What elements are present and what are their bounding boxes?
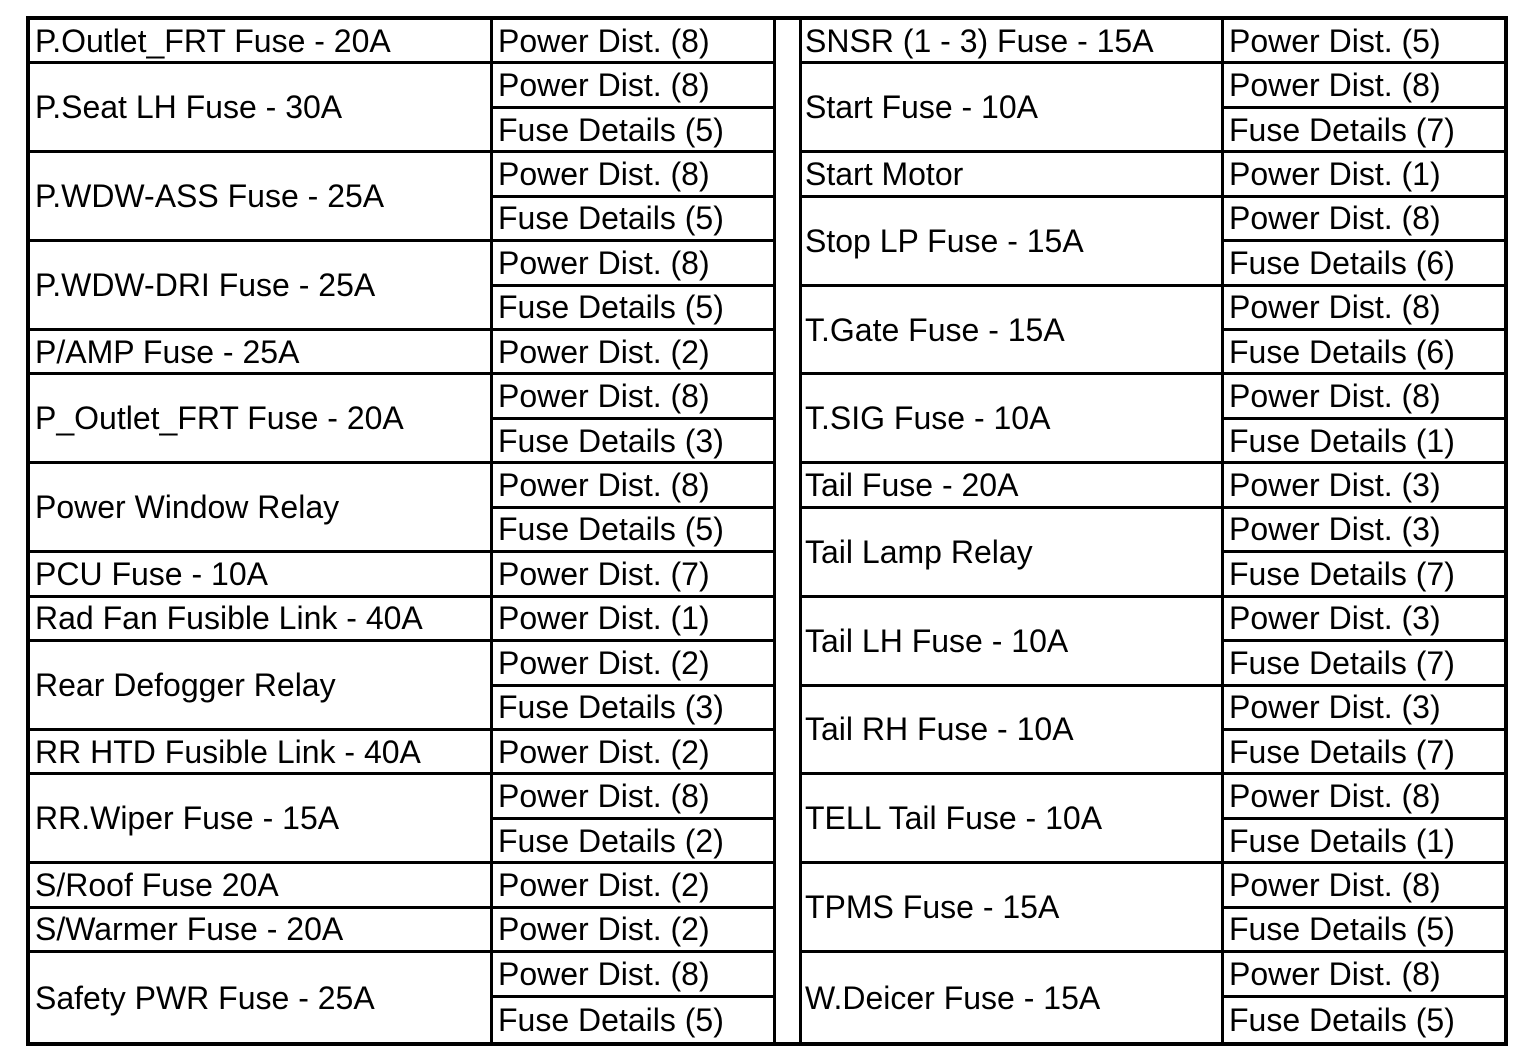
- component-name: Stop LP Fuse - 15A: [800, 198, 1224, 287]
- reference-link[interactable]: Power Dist. (8): [1224, 64, 1504, 108]
- reference-link[interactable]: Fuse Details (3): [493, 687, 773, 731]
- reference-link[interactable]: Power Dist. (1): [1224, 153, 1504, 197]
- component-index-table: [26, 16, 1508, 1046]
- component-name: P.Seat LH Fuse - 30A: [30, 64, 493, 153]
- reference-link[interactable]: Power Dist. (2): [493, 331, 773, 375]
- column-divider: [773, 20, 802, 1042]
- component-name: P_Outlet_FRT Fuse - 20A: [30, 375, 493, 464]
- component-name: T.SIG Fuse - 10A: [800, 375, 1224, 464]
- reference-link[interactable]: Fuse Details (5): [493, 509, 773, 553]
- reference-link[interactable]: Fuse Details (1): [1224, 820, 1504, 864]
- component-name: P.WDW-ASS Fuse - 25A: [30, 153, 493, 242]
- reference-link[interactable]: Power Dist. (2): [493, 864, 773, 908]
- reference-link[interactable]: Power Dist. (8): [1224, 775, 1504, 819]
- reference-link[interactable]: Power Dist. (3): [1224, 509, 1504, 553]
- component-name: RR HTD Fusible Link - 40A: [30, 731, 493, 775]
- reference-link[interactable]: Fuse Details (5): [493, 198, 773, 242]
- component-name: S/Warmer Fuse - 20A: [30, 909, 493, 953]
- reference-link[interactable]: Power Dist. (8): [493, 464, 773, 508]
- component-name: Rear Defogger Relay: [30, 642, 493, 731]
- reference-link[interactable]: Fuse Details (1): [1224, 420, 1504, 464]
- reference-link[interactable]: Fuse Details (5): [498, 1001, 724, 1038]
- reference-link[interactable]: Power Dist. (8): [493, 242, 773, 286]
- component-name: RR.Wiper Fuse - 15A: [30, 775, 493, 864]
- component-name: S/Roof Fuse 20A: [30, 864, 493, 908]
- component-name: W.Deicer Fuse - 15A: [800, 953, 1224, 1042]
- component-name: Safety PWR Fuse - 25A: [30, 953, 493, 1042]
- component-name: PCU Fuse - 10A: [30, 553, 493, 597]
- reference-link[interactable]: Fuse Details (7): [1224, 642, 1504, 686]
- reference-link[interactable]: Fuse Details (5): [1224, 909, 1504, 953]
- reference-link[interactable]: Power Dist. (5): [1224, 20, 1504, 64]
- reference-link[interactable]: Power Dist. (8): [1224, 375, 1504, 419]
- component-name: T.Gate Fuse - 15A: [800, 287, 1224, 376]
- reference-link[interactable]: Power Dist. (2): [493, 909, 773, 953]
- reference-link[interactable]: Power Dist. (8): [493, 153, 773, 197]
- reference-link[interactable]: Power Dist. (2): [493, 731, 773, 775]
- component-name: P.Outlet_FRT Fuse - 20A: [30, 20, 493, 64]
- component-name: TPMS Fuse - 15A: [800, 864, 1224, 953]
- component-name: Power Window Relay: [30, 464, 493, 553]
- reference-link[interactable]: Power Dist. (7): [493, 553, 773, 597]
- reference-link[interactable]: Power Dist. (8): [1224, 287, 1504, 331]
- reference-link[interactable]: Power Dist. (8): [1224, 864, 1504, 908]
- component-name: Tail LH Fuse - 10A: [800, 598, 1224, 687]
- reference-link[interactable]: Fuse Details (5): [493, 109, 773, 153]
- reference-link[interactable]: Fuse Details (5): [1229, 1001, 1455, 1038]
- reference-link[interactable]: Fuse Details (7): [1224, 553, 1504, 597]
- reference-link[interactable]: Power Dist. (2): [493, 642, 773, 686]
- component-name: SNSR (1 - 3) Fuse - 15A: [800, 20, 1224, 64]
- reference-link[interactable]: Power Dist. (3): [1224, 464, 1504, 508]
- reference-link[interactable]: Fuse Details (7): [1224, 109, 1504, 153]
- component-name: P/AMP Fuse - 25A: [30, 331, 493, 375]
- reference-link[interactable]: Fuse Details (5): [493, 287, 773, 331]
- reference-link[interactable]: Fuse Details (3): [493, 420, 773, 464]
- reference-link[interactable]: Power Dist. (3): [1224, 687, 1504, 731]
- component-name: Rad Fan Fusible Link - 40A: [30, 598, 493, 642]
- reference-link[interactable]: Fuse Details (6): [1224, 331, 1504, 375]
- component-name: Start Motor: [800, 153, 1224, 197]
- reference-link[interactable]: Power Dist. (1): [493, 598, 773, 642]
- component-name: Tail Fuse - 20A: [800, 464, 1224, 508]
- reference-link[interactable]: Power Dist. (8): [493, 775, 773, 819]
- component-name: Start Fuse - 10A: [800, 64, 1224, 153]
- component-name: Tail RH Fuse - 10A: [800, 687, 1224, 776]
- reference-link[interactable]: Power Dist. (8): [1224, 198, 1504, 242]
- reference-link[interactable]: Fuse Details (6): [1224, 242, 1504, 286]
- component-name: Tail Lamp Relay: [800, 509, 1224, 598]
- reference-link[interactable]: Power Dist. (8): [1224, 953, 1504, 997]
- reference-link[interactable]: Power Dist. (8): [493, 64, 773, 108]
- component-name: TELL Tail Fuse - 10A: [800, 775, 1224, 864]
- left-index-column: [30, 20, 775, 1042]
- reference-link[interactable]: Fuse Details (2): [493, 820, 773, 864]
- reference-link[interactable]: Power Dist. (3): [1224, 598, 1504, 642]
- reference-link[interactable]: Power Dist. (8): [493, 953, 773, 997]
- reference-link[interactable]: Power Dist. (8): [493, 20, 773, 64]
- reference-link[interactable]: Fuse Details (7): [1224, 731, 1504, 775]
- component-name: P.WDW-DRI Fuse - 25A: [30, 242, 493, 331]
- reference-link[interactable]: Power Dist. (8): [493, 375, 773, 419]
- right-index-column: [800, 20, 1504, 1042]
